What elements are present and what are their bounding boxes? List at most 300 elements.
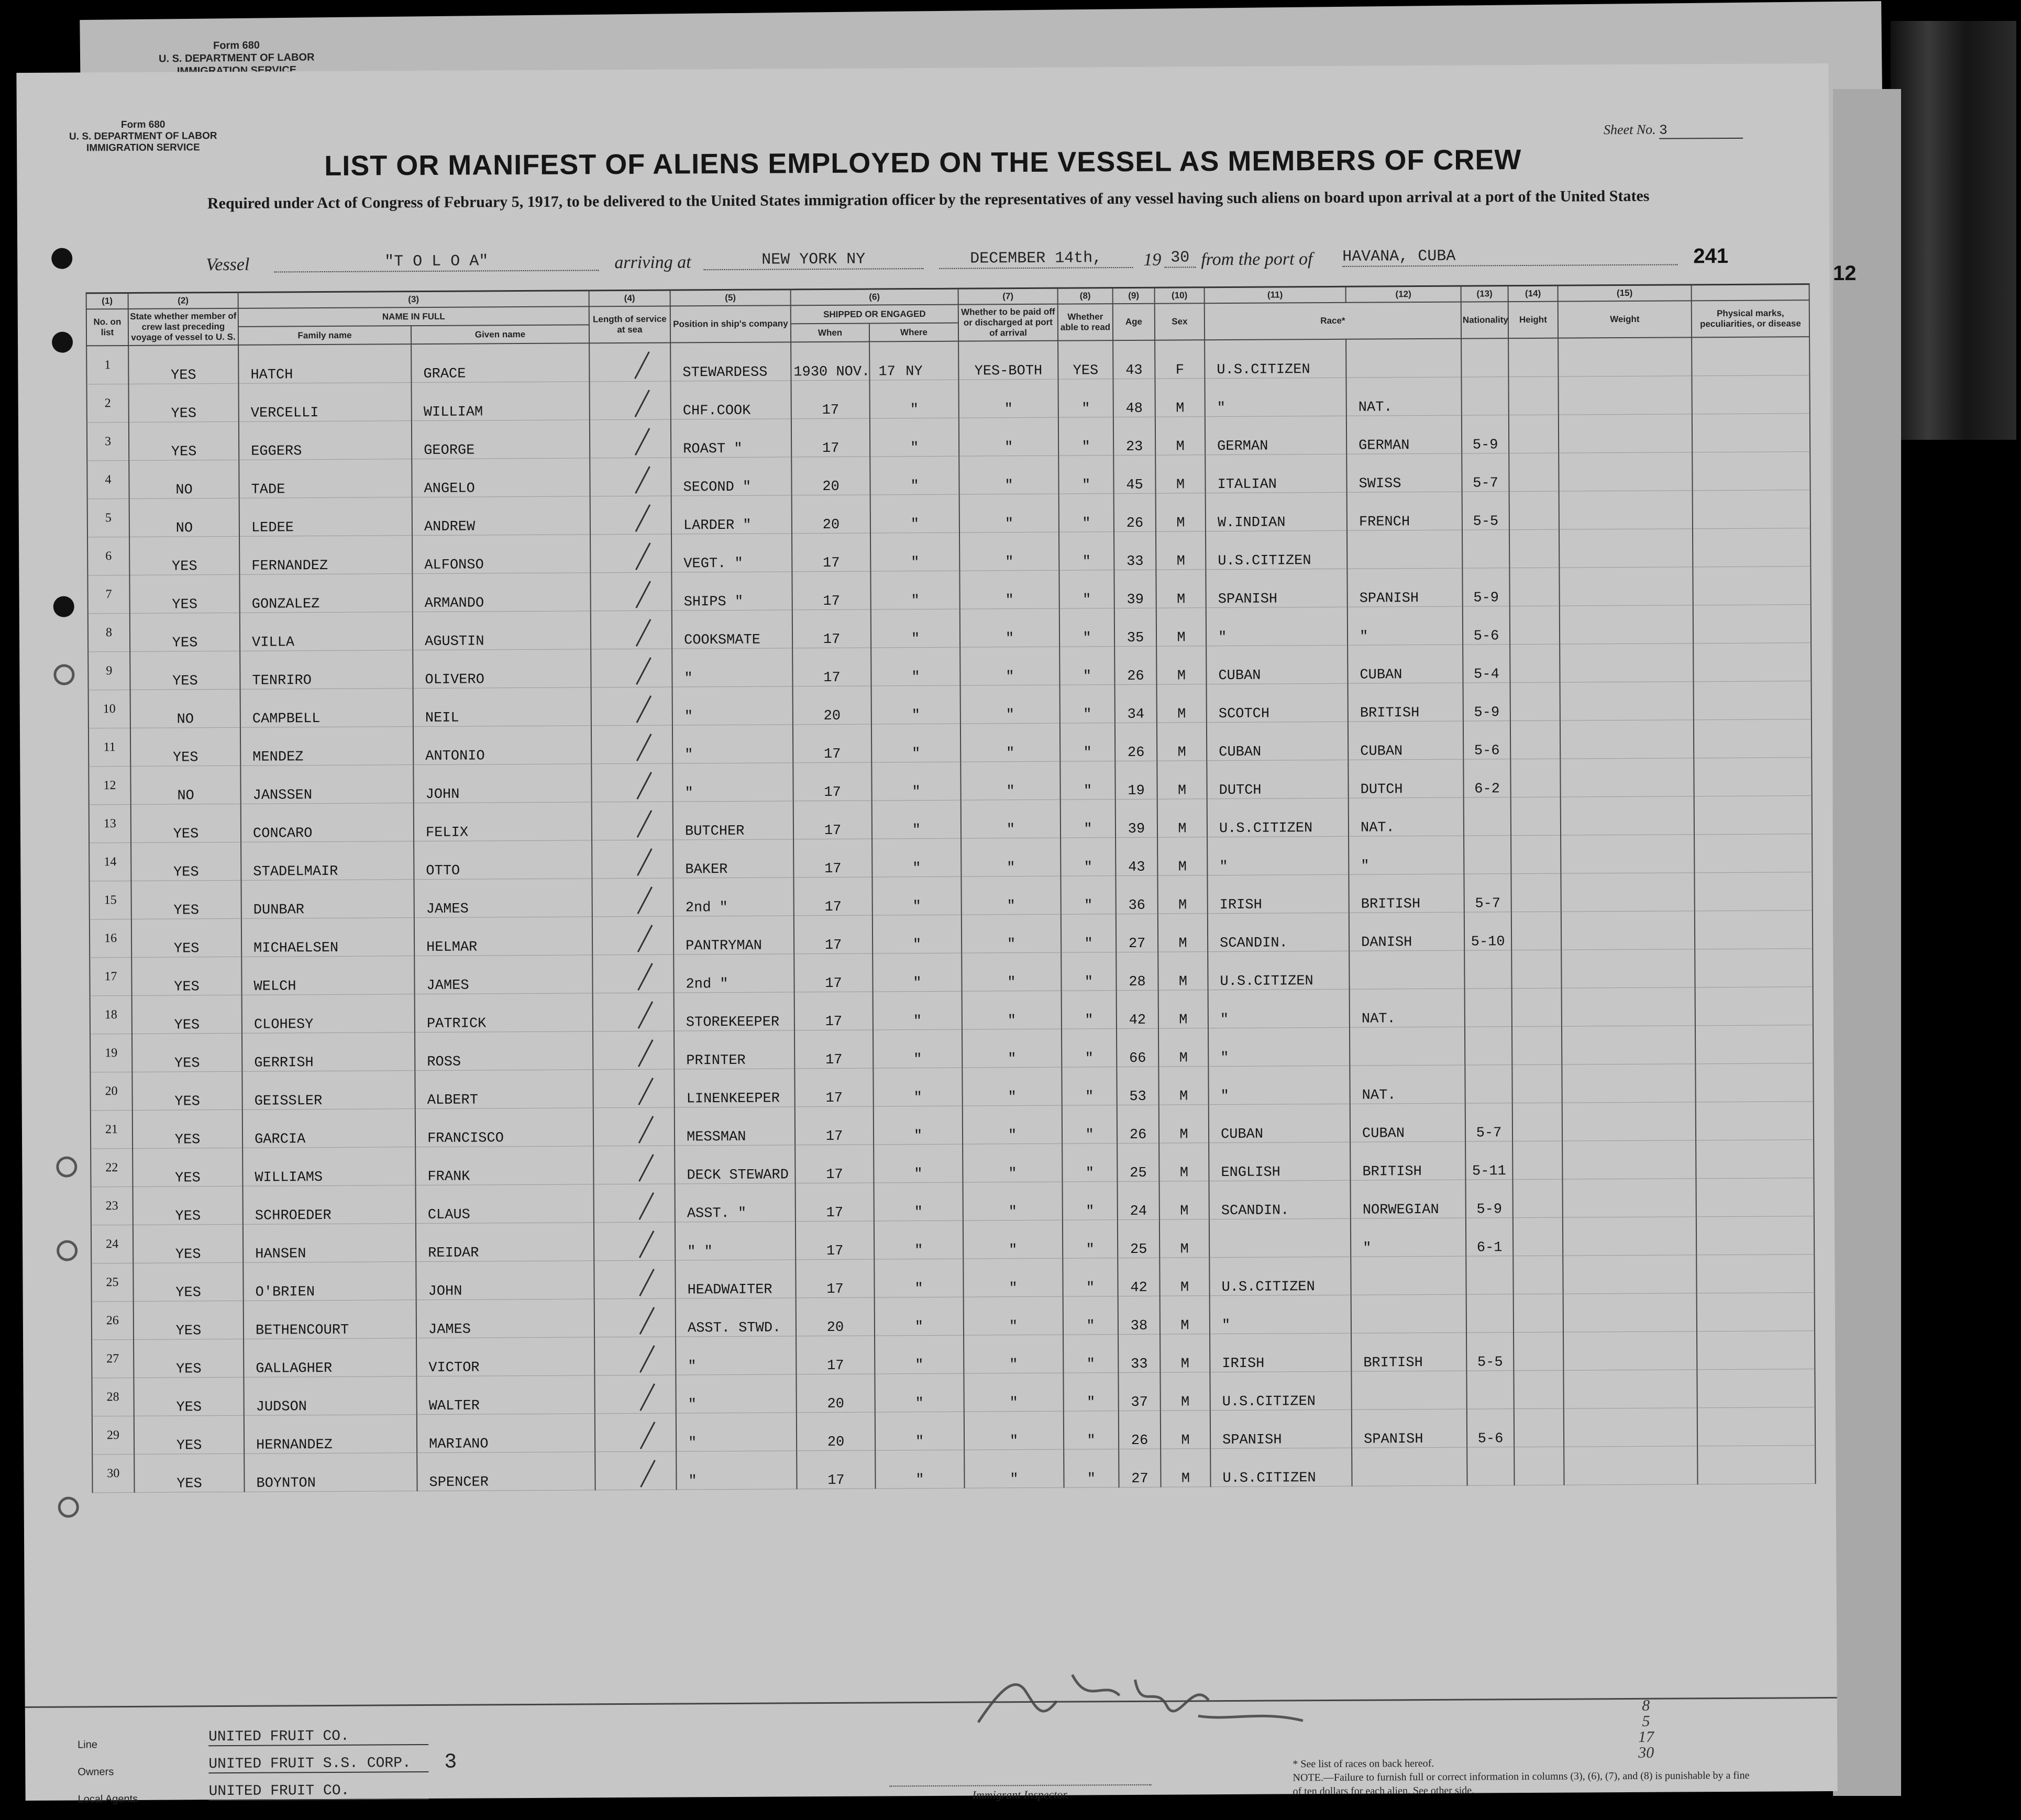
shipped-when-cell: 17: [796, 1259, 874, 1298]
check-mark-icon: [608, 681, 651, 723]
sex-cell: M: [1157, 723, 1207, 761]
handwritten-tally: 8 5 17 30: [1638, 1696, 1654, 1761]
shipped-where-cell: ": [873, 915, 962, 953]
header-length-of-service: Length of service at sea: [589, 306, 670, 343]
sex-cell: M: [1156, 570, 1206, 608]
sex-cell: F: [1155, 340, 1205, 379]
arrival-year: 30: [1164, 249, 1196, 268]
family-name-cell: GEISSLER: [242, 1071, 415, 1110]
check-mark-icon: [606, 375, 650, 417]
given-name-cell: SPENCER: [417, 1452, 595, 1491]
physical-marks-cell: [1561, 911, 1695, 950]
family-name-cell: BETHENCOURT: [244, 1300, 416, 1339]
physical-marks-cell: [1561, 873, 1694, 912]
able-to-read-cell: ": [1061, 876, 1116, 915]
given-name-cell: ANGELO: [412, 458, 590, 497]
weight-cell: [1509, 415, 1559, 453]
remarks-cell: [1692, 452, 1810, 491]
punch-hole: [57, 1240, 78, 1261]
check-mark-icon: [610, 948, 653, 991]
punch-hole: [58, 1496, 79, 1517]
nationality-cell: [1351, 1371, 1466, 1410]
sex-cell: M: [1159, 1105, 1209, 1143]
age-cell: 48: [1113, 379, 1155, 417]
age-cell: 33: [1118, 1334, 1160, 1372]
weight-cell: [1511, 950, 1561, 988]
sex-cell: M: [1157, 799, 1207, 837]
header-able-to-read: Whether able to read: [1058, 304, 1113, 341]
race-cell: U.S.CITIZEN: [1208, 951, 1349, 990]
given-name-cell: CLAUS: [416, 1184, 594, 1224]
check-mark-icon: [609, 795, 653, 838]
sex-cell: M: [1160, 1334, 1210, 1372]
physical-marks-cell: [1564, 1446, 1697, 1485]
prior-voyage-cell: YES: [132, 1148, 242, 1186]
able-to-read-cell: ": [1062, 1029, 1117, 1068]
check-mark-icon: [609, 872, 653, 914]
able-to-read-cell: ": [1063, 1373, 1118, 1412]
check-mark-icon: [610, 1025, 654, 1067]
remarks-cell: [1693, 567, 1810, 605]
row-number: 13: [89, 804, 131, 842]
race-cell: ": [1207, 836, 1349, 875]
race-cell: U.S.CITIZEN: [1206, 530, 1347, 569]
weight-cell: [1512, 1141, 1562, 1179]
col-num-12: (12): [1346, 286, 1461, 303]
remarks-cell: [1695, 1063, 1813, 1102]
physical-marks-cell: [1560, 682, 1694, 720]
check-mark-icon: [610, 986, 653, 1029]
shipped-when-cell: 17: [792, 533, 870, 572]
prior-voyage-cell: YES: [131, 804, 241, 842]
paid-off-cell: ": [964, 1373, 1063, 1412]
owners-mark: 3: [444, 1750, 457, 1774]
race-cell: ": [1210, 1295, 1351, 1334]
race-cell: ": [1208, 989, 1350, 1028]
sex-cell: M: [1161, 1449, 1210, 1487]
nationality-cell: DANISH: [1349, 912, 1464, 951]
remarks-cell: [1693, 490, 1810, 529]
row-number: 26: [92, 1301, 134, 1339]
nationality-cell: [1351, 1256, 1466, 1295]
age-cell: 26: [1117, 1105, 1159, 1143]
shipped-where-cell: ": [874, 1144, 963, 1183]
weight-cell: [1509, 453, 1559, 491]
age-cell: 24: [1118, 1181, 1159, 1219]
remarks-cell: [1697, 1446, 1815, 1484]
arrival-date: DECEMBER 14th,: [939, 249, 1133, 269]
nationality-cell: NORWEGIAN: [1350, 1180, 1465, 1218]
check-mark-icon: [607, 490, 650, 532]
shipped-where-cell: ": [871, 647, 960, 686]
age-cell: 43: [1116, 837, 1157, 875]
position-cell: BUTCHER: [673, 801, 793, 840]
paid-off-cell: ": [959, 494, 1059, 532]
position-cell: STEWARDESS: [670, 342, 791, 381]
arriving-port: NEW YORK NY: [703, 250, 923, 270]
paid-off-cell: ": [962, 952, 1061, 991]
length-of-service-cell: [594, 1260, 675, 1299]
height-cell: 5-4: [1463, 645, 1510, 683]
race-cell: CUBAN: [1207, 722, 1348, 760]
age-cell: 25: [1117, 1143, 1159, 1181]
sex-cell: M: [1158, 914, 1208, 952]
length-of-service-cell: [595, 1451, 676, 1490]
paid-off-cell: ": [964, 1411, 1064, 1450]
length-of-service-cell: [589, 381, 670, 420]
height-cell: [1466, 1294, 1514, 1333]
prior-voyage-cell: YES: [131, 842, 241, 881]
punch-hole: [56, 1157, 77, 1178]
position-cell: COOKSMATE: [672, 610, 792, 649]
position-cell: ": [672, 763, 793, 802]
given-name-cell: AGUSTIN: [413, 611, 591, 650]
age-cell: 26: [1114, 646, 1156, 684]
able-to-read-cell: ": [1058, 456, 1113, 494]
back-form-id: Form 680 U. S. DEPARTMENT OF LABOR IMMIGRATION SERVICE: [158, 39, 315, 77]
vessel-name: "T O L O A": [274, 252, 599, 272]
paid-off-cell: ": [963, 1258, 1063, 1297]
height-cell: 5-9: [1463, 683, 1510, 721]
shipped-when-cell: 17: [792, 571, 870, 610]
check-mark-icon: [609, 719, 652, 761]
remarks-cell: [1695, 911, 1813, 949]
shipped-where-cell: ": [875, 1450, 964, 1489]
family-name-cell: HANSEN: [243, 1224, 416, 1263]
age-cell: 34: [1115, 684, 1157, 723]
weight-cell: [1512, 1064, 1562, 1103]
able-to-read-cell: ": [1059, 532, 1114, 571]
header-nationality: Nationality: [1461, 302, 1508, 338]
shipped-where-cell: ": [875, 1297, 964, 1336]
length-of-service-cell: [593, 1146, 675, 1184]
height-cell: [1467, 1447, 1514, 1485]
prior-voyage-cell: YES: [132, 995, 242, 1034]
row-number: 27: [92, 1339, 134, 1378]
given-name-cell: ANTONIO: [413, 726, 591, 765]
prior-voyage-cell: YES: [128, 345, 238, 384]
race-cell: U.S.CITIZEN: [1209, 1257, 1351, 1295]
physical-marks-cell: [1561, 835, 1694, 873]
age-cell: 35: [1114, 608, 1156, 646]
check-mark-icon: [606, 337, 650, 379]
shipped-where-cell: ": [869, 380, 958, 418]
col-num-4: (4): [589, 290, 670, 306]
physical-marks-cell: [1561, 796, 1694, 835]
prior-voyage-cell: YES: [128, 383, 238, 422]
col-num-11: (11): [1205, 286, 1346, 303]
nationality-cell: CUBAN: [1348, 645, 1463, 683]
shipped-when-cell: 17: [791, 380, 869, 419]
prior-voyage-cell: YES: [131, 957, 241, 995]
physical-marks-cell: [1559, 414, 1692, 453]
header-family-name: Family name: [238, 326, 411, 345]
paid-off-cell: YES-BOTH: [958, 341, 1058, 380]
paid-off-cell: ": [961, 876, 1061, 915]
shipped-where-cell: ": [875, 1335, 964, 1374]
remarks-cell: [1697, 1293, 1815, 1331]
prior-voyage-cell: YES: [134, 1453, 244, 1492]
physical-marks-cell: [1562, 1179, 1696, 1217]
position-cell: ": [672, 648, 792, 687]
shipped-where-cell: ": [871, 609, 960, 648]
length-of-service-cell: [592, 840, 673, 879]
weight-cell: [1509, 491, 1559, 529]
remarks-cell: [1694, 796, 1812, 835]
given-name-cell: NEIL: [413, 687, 591, 727]
shipped-when-cell: 17: [792, 648, 871, 686]
prior-voyage-cell: YES: [129, 536, 239, 575]
position-cell: SECOND ": [671, 457, 791, 496]
age-cell: 39: [1114, 570, 1156, 608]
age-cell: 26: [1115, 723, 1157, 761]
family-name-cell: DUNBAR: [241, 880, 414, 919]
weight-cell: [1513, 1217, 1563, 1256]
physical-marks-cell: [1560, 758, 1694, 797]
family-name-cell: FERNANDEZ: [239, 536, 412, 575]
able-to-read-cell: ": [1063, 1258, 1118, 1297]
given-name-cell: VICTOR: [416, 1337, 594, 1377]
header-sex: Sex: [1155, 303, 1205, 340]
paid-off-cell: ": [959, 532, 1059, 571]
immigrant-inspector-label: Immigrant Inspector.: [890, 1784, 1152, 1803]
height-cell: [1466, 1256, 1513, 1294]
remarks-cell: [1696, 1216, 1814, 1255]
punch-hole: [53, 664, 74, 685]
check-mark-icon: [610, 910, 653, 952]
age-cell: 26: [1119, 1411, 1161, 1449]
given-name-cell: HELMAR: [414, 917, 592, 956]
height-cell: 5-7: [1462, 453, 1509, 492]
age-cell: 33: [1114, 531, 1156, 570]
prior-voyage-cell: YES: [134, 1301, 244, 1339]
shipped-when-cell: 17: [796, 1183, 874, 1222]
paid-off-cell: ": [963, 1105, 1062, 1144]
race-cell: ": [1206, 607, 1348, 646]
physical-marks-cell: [1562, 1026, 1695, 1064]
family-name-cell: SCHROEDER: [243, 1185, 416, 1225]
family-name-cell: MENDEZ: [240, 727, 413, 766]
able-to-read-cell: ": [1061, 838, 1116, 876]
prior-voyage-cell: YES: [130, 651, 240, 690]
remarks-cell: [1693, 605, 1811, 643]
weight-cell: [1512, 1026, 1562, 1064]
header-weight: Weight: [1558, 301, 1692, 338]
row-number: 9: [88, 651, 130, 690]
physical-marks-cell: [1560, 605, 1693, 644]
remarks-cell: [1696, 1178, 1814, 1217]
position-cell: " ": [675, 1222, 796, 1260]
nationality-cell: NAT.: [1349, 797, 1464, 836]
height-cell: 5-7: [1464, 874, 1511, 912]
punch-hole: [51, 248, 72, 269]
given-name-cell: PATRICK: [415, 993, 593, 1033]
remarks-cell: [1697, 1369, 1815, 1408]
height-cell: 5-6: [1463, 606, 1510, 645]
weight-cell: [1513, 1256, 1563, 1294]
able-to-read-cell: ": [1064, 1411, 1119, 1450]
sex-cell: M: [1161, 1411, 1210, 1449]
given-name-cell: ALFONSO: [412, 535, 590, 574]
shipped-when-cell: 17: [793, 877, 872, 916]
check-mark-icon: [611, 1254, 655, 1296]
shipped-where-cell: ": [870, 494, 959, 533]
weight-cell: [1508, 376, 1558, 415]
row-number: 23: [91, 1186, 133, 1225]
physical-marks-cell: [1561, 949, 1695, 988]
nationality-cell: FRENCH: [1347, 492, 1462, 530]
position-cell: ROAST ": [671, 419, 791, 458]
height-cell: [1465, 989, 1512, 1027]
row-number: 16: [90, 919, 131, 957]
paid-off-cell: ": [962, 991, 1062, 1029]
shipped-where-cell: ": [871, 724, 960, 762]
adjacent-sheet-edge: [1833, 89, 1901, 1796]
check-mark-icon: [608, 566, 651, 608]
height-cell: [1464, 836, 1511, 874]
check-mark-icon: [608, 642, 651, 685]
given-name-cell: FRANCISCO: [415, 1108, 593, 1147]
shipped-when-cell: 17: [795, 1145, 874, 1183]
able-to-read-cell: ": [1061, 800, 1116, 838]
sex-cell: M: [1159, 1181, 1209, 1219]
row-number: 29: [92, 1416, 134, 1454]
remarks-cell: [1692, 414, 1810, 452]
position-cell: ": [676, 1451, 797, 1490]
able-to-read-cell: ": [1063, 1220, 1118, 1259]
check-mark-icon: [607, 451, 650, 494]
paid-off-cell: ": [964, 1335, 1063, 1373]
given-name-cell: ROSS: [415, 1031, 593, 1071]
physical-marks-cell: [1562, 1140, 1696, 1179]
nationality-cell: [1347, 530, 1462, 569]
physical-marks-cell: [1564, 1408, 1697, 1447]
nationality-cell: [1349, 950, 1464, 989]
able-to-read-cell: ": [1060, 685, 1115, 724]
nationality-cell: SWISS: [1346, 453, 1462, 492]
family-name-cell: GARCIA: [242, 1109, 415, 1148]
sex-cell: M: [1159, 1143, 1209, 1181]
position-cell: ": [676, 1374, 796, 1413]
length-of-service-cell: [591, 649, 672, 687]
weight-cell: [1512, 988, 1562, 1026]
position-cell: DECK STEWARD: [675, 1145, 795, 1184]
height-cell: [1461, 338, 1508, 377]
sex-cell: M: [1157, 761, 1207, 799]
prior-voyage-cell: YES: [131, 880, 241, 919]
length-of-service-cell: [593, 1031, 674, 1070]
remarks-cell: [1694, 758, 1812, 796]
header-when: When: [791, 324, 869, 342]
position-cell: VEGT. ": [671, 534, 792, 572]
height-cell: 5-6: [1463, 721, 1510, 759]
nationality-cell: BRITISH: [1348, 683, 1463, 722]
header-age: Age: [1113, 304, 1155, 340]
shipped-where-cell: ": [871, 685, 960, 724]
manifest-rows: [86, 337, 1815, 1493]
weight-cell: [1510, 606, 1560, 644]
punch-hole: [53, 596, 74, 617]
header-no-on-list: No. on list: [86, 309, 128, 346]
row-number: 11: [89, 728, 130, 766]
height-cell: 5-7: [1465, 1103, 1512, 1141]
weight-cell: [1509, 529, 1559, 568]
given-name-cell: FRANK: [415, 1146, 593, 1185]
prior-voyage-cell: NO: [130, 689, 240, 728]
shipped-when-cell: 17: [791, 418, 870, 457]
able-to-read-cell: ": [1061, 914, 1116, 953]
length-of-service-cell: [594, 1337, 676, 1375]
position-cell: BAKER: [673, 839, 793, 878]
owners-value: UNITED FRUIT S.S. CORP.: [208, 1755, 428, 1773]
remarks-cell: [1696, 1140, 1814, 1179]
height-cell: [1464, 797, 1511, 836]
paid-off-cell: ": [962, 1029, 1062, 1068]
position-cell: SHIPS ": [671, 572, 792, 611]
remarks-cell: [1697, 1331, 1815, 1370]
remarks-cell: [1694, 834, 1812, 873]
physical-marks-cell: [1559, 529, 1693, 568]
shipped-where-cell: ": [873, 1029, 962, 1068]
length-of-service-cell: [592, 802, 673, 840]
weight-cell: [1510, 682, 1560, 720]
race-cell: ": [1205, 378, 1346, 416]
age-cell: 19: [1115, 761, 1157, 799]
shipped-where-cell: ": [872, 838, 961, 877]
height-cell: 5-6: [1467, 1409, 1514, 1447]
family-name-cell: TADE: [239, 459, 412, 498]
race-cell: ": [1208, 1027, 1350, 1066]
race-cell: [1209, 1218, 1351, 1257]
age-cell: 27: [1116, 914, 1158, 952]
shipped-where-cell: ": [870, 532, 959, 571]
given-name-cell: JOHN: [416, 1261, 594, 1300]
shipped-when-cell: 17: [794, 953, 873, 992]
family-name-cell: EGGERS: [239, 421, 412, 460]
age-cell: 26: [1114, 493, 1156, 531]
physical-marks-cell: [1558, 376, 1692, 415]
able-to-read-cell: ": [1060, 761, 1115, 800]
col-num-13: (13): [1461, 286, 1508, 302]
page-title: LIST OR MANIFEST OF ALIENS EMPLOYED ON THE VESSEL AS MEMBERS OF CREW: [324, 144, 1522, 182]
age-cell: 27: [1119, 1449, 1161, 1487]
paid-off-cell: ": [959, 417, 1058, 456]
prior-voyage-cell: YES: [132, 1033, 242, 1072]
paid-off-cell: ": [960, 647, 1059, 685]
check-mark-icon: [611, 1178, 654, 1220]
col-num-1: (1): [86, 293, 128, 309]
nationality-cell: GERMAN: [1346, 415, 1462, 454]
shipped-when-cell: 20: [791, 457, 870, 495]
shipped-when-cell: 17: [797, 1450, 875, 1489]
shipped-when-cell: 20: [796, 1297, 875, 1336]
sex-cell: M: [1158, 952, 1208, 990]
row-number: 14: [89, 842, 131, 881]
race-cell: W.INDIAN: [1206, 492, 1347, 531]
paid-off-cell: ": [960, 723, 1060, 762]
race-cell: CUBAN: [1206, 645, 1348, 684]
shipped-when-cell: 20: [796, 1374, 875, 1413]
header-position: Position in ship's company: [670, 305, 791, 342]
paid-off-cell: ": [959, 570, 1059, 609]
length-of-service-cell: [594, 1184, 675, 1223]
able-to-read-cell: ": [1058, 379, 1113, 418]
weight-cell: [1511, 912, 1561, 950]
shipped-when-cell: 17: [793, 839, 872, 878]
family-name-cell: MICHAELSEN: [241, 918, 414, 957]
prior-voyage-cell: YES: [133, 1224, 243, 1263]
check-mark-icon: [612, 1330, 655, 1373]
